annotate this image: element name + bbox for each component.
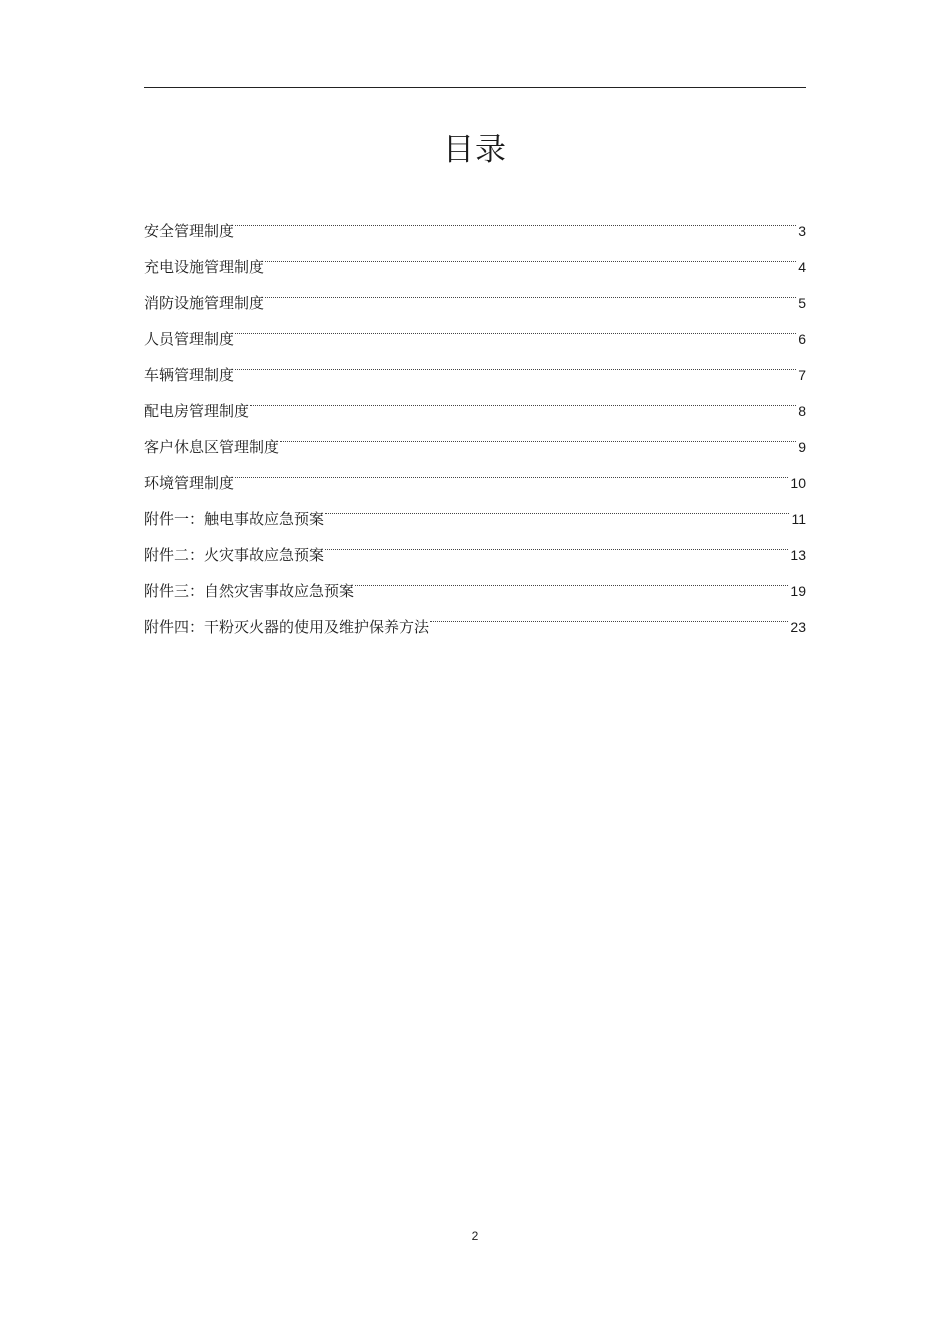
toc-entry-title: 车辆管理制度 (144, 366, 235, 384)
toc-entry-page: 13 (790, 547, 806, 563)
toc-dot-leader (250, 380, 796, 416)
toc-entry-title: 客户休息区管理制度 (144, 438, 280, 456)
toc-dot-leader (355, 560, 788, 596)
toc-dot-leader (265, 236, 796, 272)
toc-entry-title: 附件一：触电事故应急预案 (144, 510, 325, 528)
toc-entry-title: 附件四：干粉灭火器的使用及维护保养方法 (144, 618, 430, 636)
toc-entry-page: 6 (798, 331, 806, 347)
toc-dot-leader (235, 200, 796, 236)
toc-entry-title: 人员管理制度 (144, 330, 235, 348)
toc-entry-title: 附件二：火灾事故应急预案 (144, 546, 325, 564)
toc-entry-title: 环境管理制度 (144, 474, 235, 492)
toc-dot-leader (235, 344, 796, 380)
toc-dot-leader (235, 452, 788, 488)
toc-entry-page: 19 (790, 583, 806, 599)
toc-dot-leader (325, 488, 789, 524)
toc-entry-title: 配电房管理制度 (144, 402, 250, 420)
table-of-contents (144, 200, 806, 636)
toc-entry-page: 3 (798, 223, 806, 239)
toc-entry[interactable] (144, 344, 806, 384)
toc-entry[interactable] (144, 200, 806, 240)
toc-entry[interactable] (144, 452, 806, 492)
toc-dot-leader (430, 596, 788, 632)
header-rule (144, 87, 806, 88)
toc-entry-page: 10 (790, 475, 806, 491)
toc-entry[interactable] (144, 488, 806, 528)
toc-entry[interactable] (144, 236, 806, 276)
toc-entry-title: 附件三：自然灾害事故应急预案 (144, 582, 355, 600)
toc-entry-page: 7 (798, 367, 806, 383)
page-title: 目录 (443, 132, 507, 168)
toc-entry-title: 消防设施管理制度 (144, 294, 265, 312)
toc-dot-leader (325, 524, 788, 560)
page-number: 2 (471, 1229, 479, 1243)
toc-entry-page: 4 (798, 259, 806, 275)
toc-entry-page: 5 (798, 295, 806, 311)
toc-entry[interactable] (144, 308, 806, 348)
toc-entry-page: 23 (790, 619, 806, 635)
toc-entry-title: 充电设施管理制度 (144, 258, 265, 276)
toc-dot-leader (265, 272, 796, 308)
toc-entry-page: 8 (798, 403, 806, 419)
toc-entry-page: 11 (791, 511, 806, 527)
toc-entry-page: 9 (798, 439, 806, 455)
toc-entry[interactable] (144, 380, 806, 420)
toc-entry-title: 安全管理制度 (144, 222, 235, 240)
toc-dot-leader (235, 308, 796, 344)
toc-dot-leader (280, 416, 796, 452)
